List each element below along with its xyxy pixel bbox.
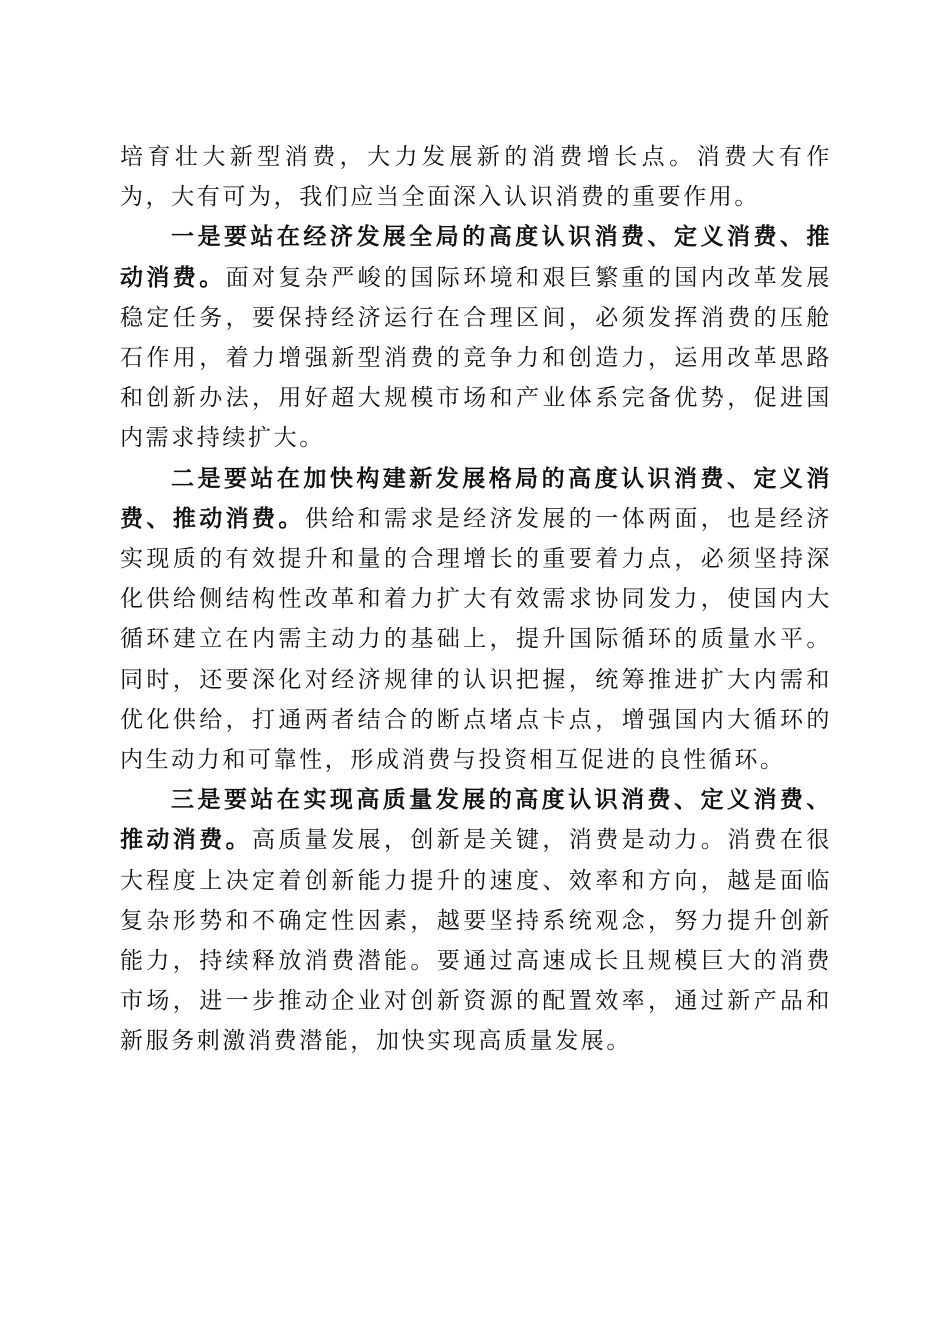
paragraph-intro-text: 培育壮大新型消费，大力发展新的消费增长点。消费大有作为，大有可为，我们应当全面深入认识消费的重要作用。 <box>120 144 832 211</box>
paragraph-point-one <box>120 217 832 458</box>
paragraph-intro <box>120 137 832 217</box>
paragraph-point-two <box>120 459 832 781</box>
document-body <box>120 137 832 1062</box>
paragraph-point-one-text: 面对复杂严峻的国际环境和艰巨繁重的国内改革发展稳定任务，要保持经济运行在合理区间，必须发挥消费的压舱石作用，着力增强新型消费的竞争力和创造力，运用改革思路和创新办法，用好超大规模市场和产业体系完备优势，促进国内需求持续扩大。 <box>120 264 832 452</box>
paragraph-point-two-heading: 二是要站在加快构建新发展格局的高度认识消费、定义消费、推动消费。 <box>120 464 832 532</box>
paragraph-point-three <box>120 780 832 1061</box>
paragraph-point-three-heading: 三是要站在实现高质量发展的高度认识消费、定义消费、推动消费。 <box>120 786 832 854</box>
paragraph-point-three-text: 高质量发展，创新是关键，消费是动力。消费在很大程度上决定着创新能力提升的速度、效率和方向，越是面临复杂形势和不确定性因素，越要坚持系统观念，努力提升创新能力，持续释放消费潜能。要通过高速成长且规模巨大的消费市场，进一步推动企业对创新资源的配置效率，通过新产品和新服务刺激消费潜能，加快实现高质量发展。 <box>120 827 832 1055</box>
paragraph-point-one-heading: 一是要站在经济发展全局的高度认识消费、定义消费、推动消费。 <box>120 223 832 291</box>
paragraph-point-two-text: 供给和需求是经济发展的一体两面，也是经济实现质的有效提升和量的合理增长的重要着力点，必须坚持深化供给侧结构性改革和着力扩大有效需求协同发力，使国内大循环建立在内需主动力的基础上，提升国际循环的质量水平。同时，还要深化对经济规律的认识把握，统筹推进扩大内需和优化供给，打通两者结合的断点堵点卡点，增强国内大循环的内生动力和可靠性，形成消费与投资相互促进的良性循环。 <box>120 505 833 774</box>
